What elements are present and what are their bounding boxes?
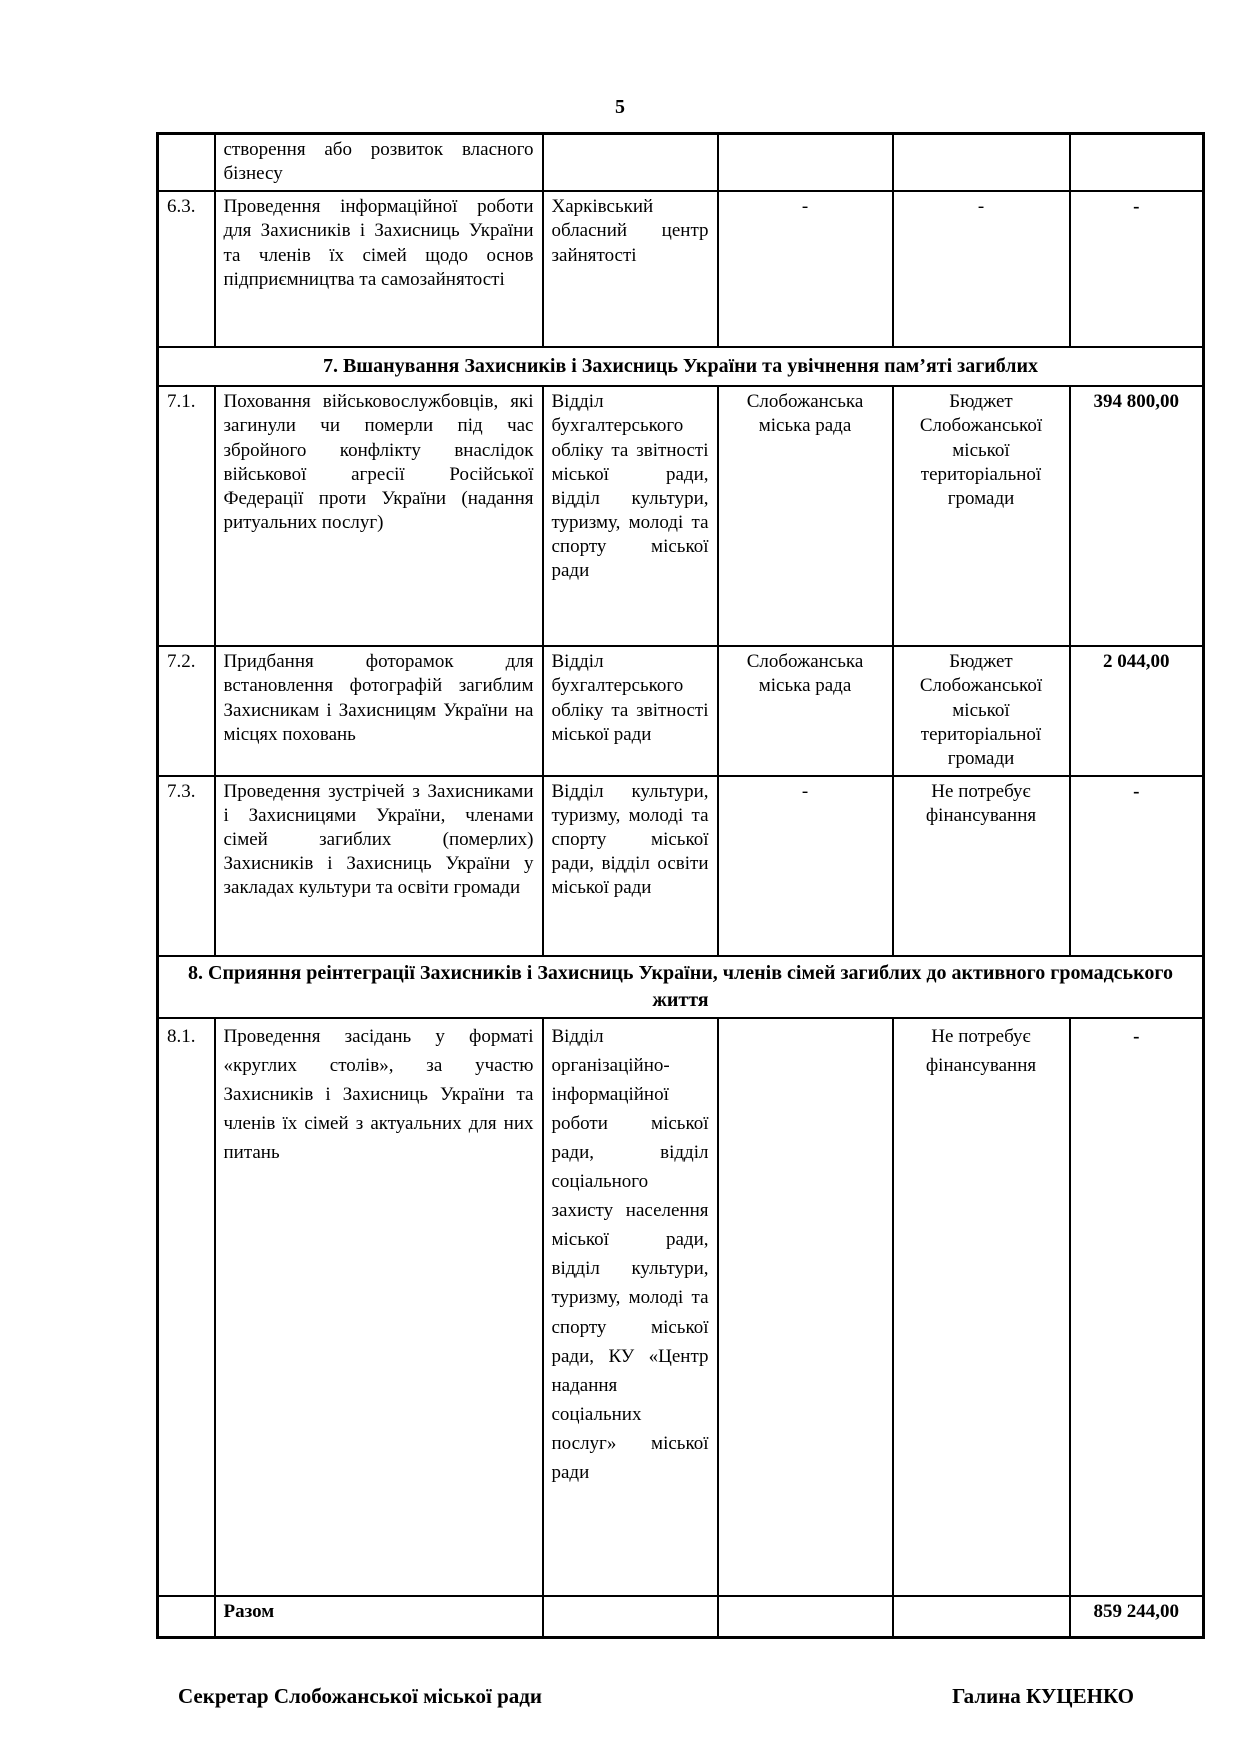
row-6-3-responsible: -	[718, 191, 893, 347]
row-total-num	[158, 1596, 215, 1638]
row-7-3-responsible: -	[718, 776, 893, 956]
table-row-8-1	[158, 1018, 1204, 1596]
row-7-2-source: Бюджет Слобожанської міської територіальної громади	[893, 646, 1070, 776]
row-total-responsible	[718, 1596, 893, 1638]
row-7-2-activity: Придбання фоторамок для встановлення фотографій загиблим Захисникам і Захисницям України на місцях поховань	[215, 646, 543, 776]
signature-title: Секретар Слобожанської міської ради	[178, 1684, 543, 1708]
row-continued-activity: створення або розвиток власного бізнесу	[215, 134, 543, 192]
row-7-2-executor: Відділ бухгалтерського обліку та звітності міської ради	[543, 646, 718, 776]
section-8-header-row	[158, 956, 1204, 1018]
table-row-7-3	[158, 776, 1204, 956]
row-total-label: Разом	[215, 1596, 543, 1638]
section-7-title: 7. Вшанування Захисників і Захисниць України та увічнення пам’яті загиблих	[158, 347, 1204, 386]
table-row-6-3	[158, 191, 1204, 347]
row-7-1-num: 7.1.	[158, 386, 215, 646]
row-6-3-executor: Харківський обласний центр зайнятості	[543, 191, 718, 347]
table-row-7-2	[158, 646, 1204, 776]
table-row-7-1	[158, 386, 1204, 646]
row-7-1-responsible: Слобожанська міська рада	[718, 386, 893, 646]
row-8-1-executor: Відділ організаційно-інформаційної роботи міської ради, відділ соціального захисту населення міської ради, відділ культури, туризму, молоді та спорту міської ради, КУ «Центр надання соціальних послуг» міської ради	[543, 1018, 718, 1596]
row-continued-executor	[543, 134, 718, 192]
table-row-continued	[158, 134, 1204, 192]
row-7-3-executor: Відділ культури, туризму, молоді та спорту міської ради, відділ освіти міської ради	[543, 776, 718, 956]
row-continued-source	[893, 134, 1070, 192]
row-8-1-source: Не потребує фінансування	[893, 1018, 1070, 1596]
row-total-amount: 859 244,00	[1070, 1596, 1204, 1638]
row-7-3-num: 7.3.	[158, 776, 215, 956]
row-continued-num	[158, 134, 215, 192]
row-total-source	[893, 1596, 1070, 1638]
row-6-3-amount: -	[1070, 191, 1204, 347]
row-7-1-amount: 394 800,00	[1070, 386, 1204, 646]
row-6-3-activity: Проведення інформаційної роботи для Захисників і Захисниць України та членів їх сімей щодо основ підприємництва та самозайнятості	[215, 191, 543, 347]
section-7-header-row	[158, 347, 1204, 386]
row-7-2-responsible: Слобожанська міська рада	[718, 646, 893, 776]
row-7-1-executor: Відділ бухгалтерського обліку та звітності міської ради, відділ культури, туризму, молоді та спорту міської ради	[543, 386, 718, 646]
row-7-3-source: Не потребує фінансування	[893, 776, 1070, 956]
signature-name: Галина КУЦЕНКО	[952, 1684, 1134, 1708]
row-7-1-source: Бюджет Слобожанської міської територіальної громади	[893, 386, 1070, 646]
row-total-executor	[543, 1596, 718, 1638]
row-8-1-amount: -	[1070, 1018, 1204, 1596]
row-continued-responsible	[718, 134, 893, 192]
row-7-2-amount: 2 044,00	[1070, 646, 1204, 776]
row-7-3-activity: Проведення зустрічей з Захисниками і Захисницями України, членами сімей загиблих (померлих) Захисників і Захисниць України у закладах культури та освіти громади	[215, 776, 543, 956]
row-8-1-activity: Проведення засідань у форматі «круглих столів», за участю Захисників і Захисниць України та членів їх сімей з актуальних для них питань	[215, 1018, 543, 1596]
row-6-3-source: -	[893, 191, 1070, 347]
table-row-total	[158, 1596, 1204, 1638]
row-8-1-num: 8.1.	[158, 1018, 215, 1596]
section-8-title: 8. Сприяння реінтеграції Захисників і Захисниць України, членів сімей загиблих до активного громадського життя	[158, 956, 1204, 1018]
row-7-2-num: 7.2.	[158, 646, 215, 776]
row-7-3-amount: -	[1070, 776, 1204, 956]
row-7-1-activity: Поховання військовослужбовців, які загинули чи померли під час збройного конфлікту внаслідок військової агресії Російської Федерації проти України (надання ритуальних послуг)	[215, 386, 543, 646]
row-8-1-responsible	[718, 1018, 893, 1596]
row-continued-amount	[1070, 134, 1204, 192]
program-measures-table	[156, 132, 1205, 1639]
row-6-3-num: 6.3.	[158, 191, 215, 347]
signature-line	[178, 1684, 1134, 1709]
page-number: 5	[615, 96, 625, 118]
